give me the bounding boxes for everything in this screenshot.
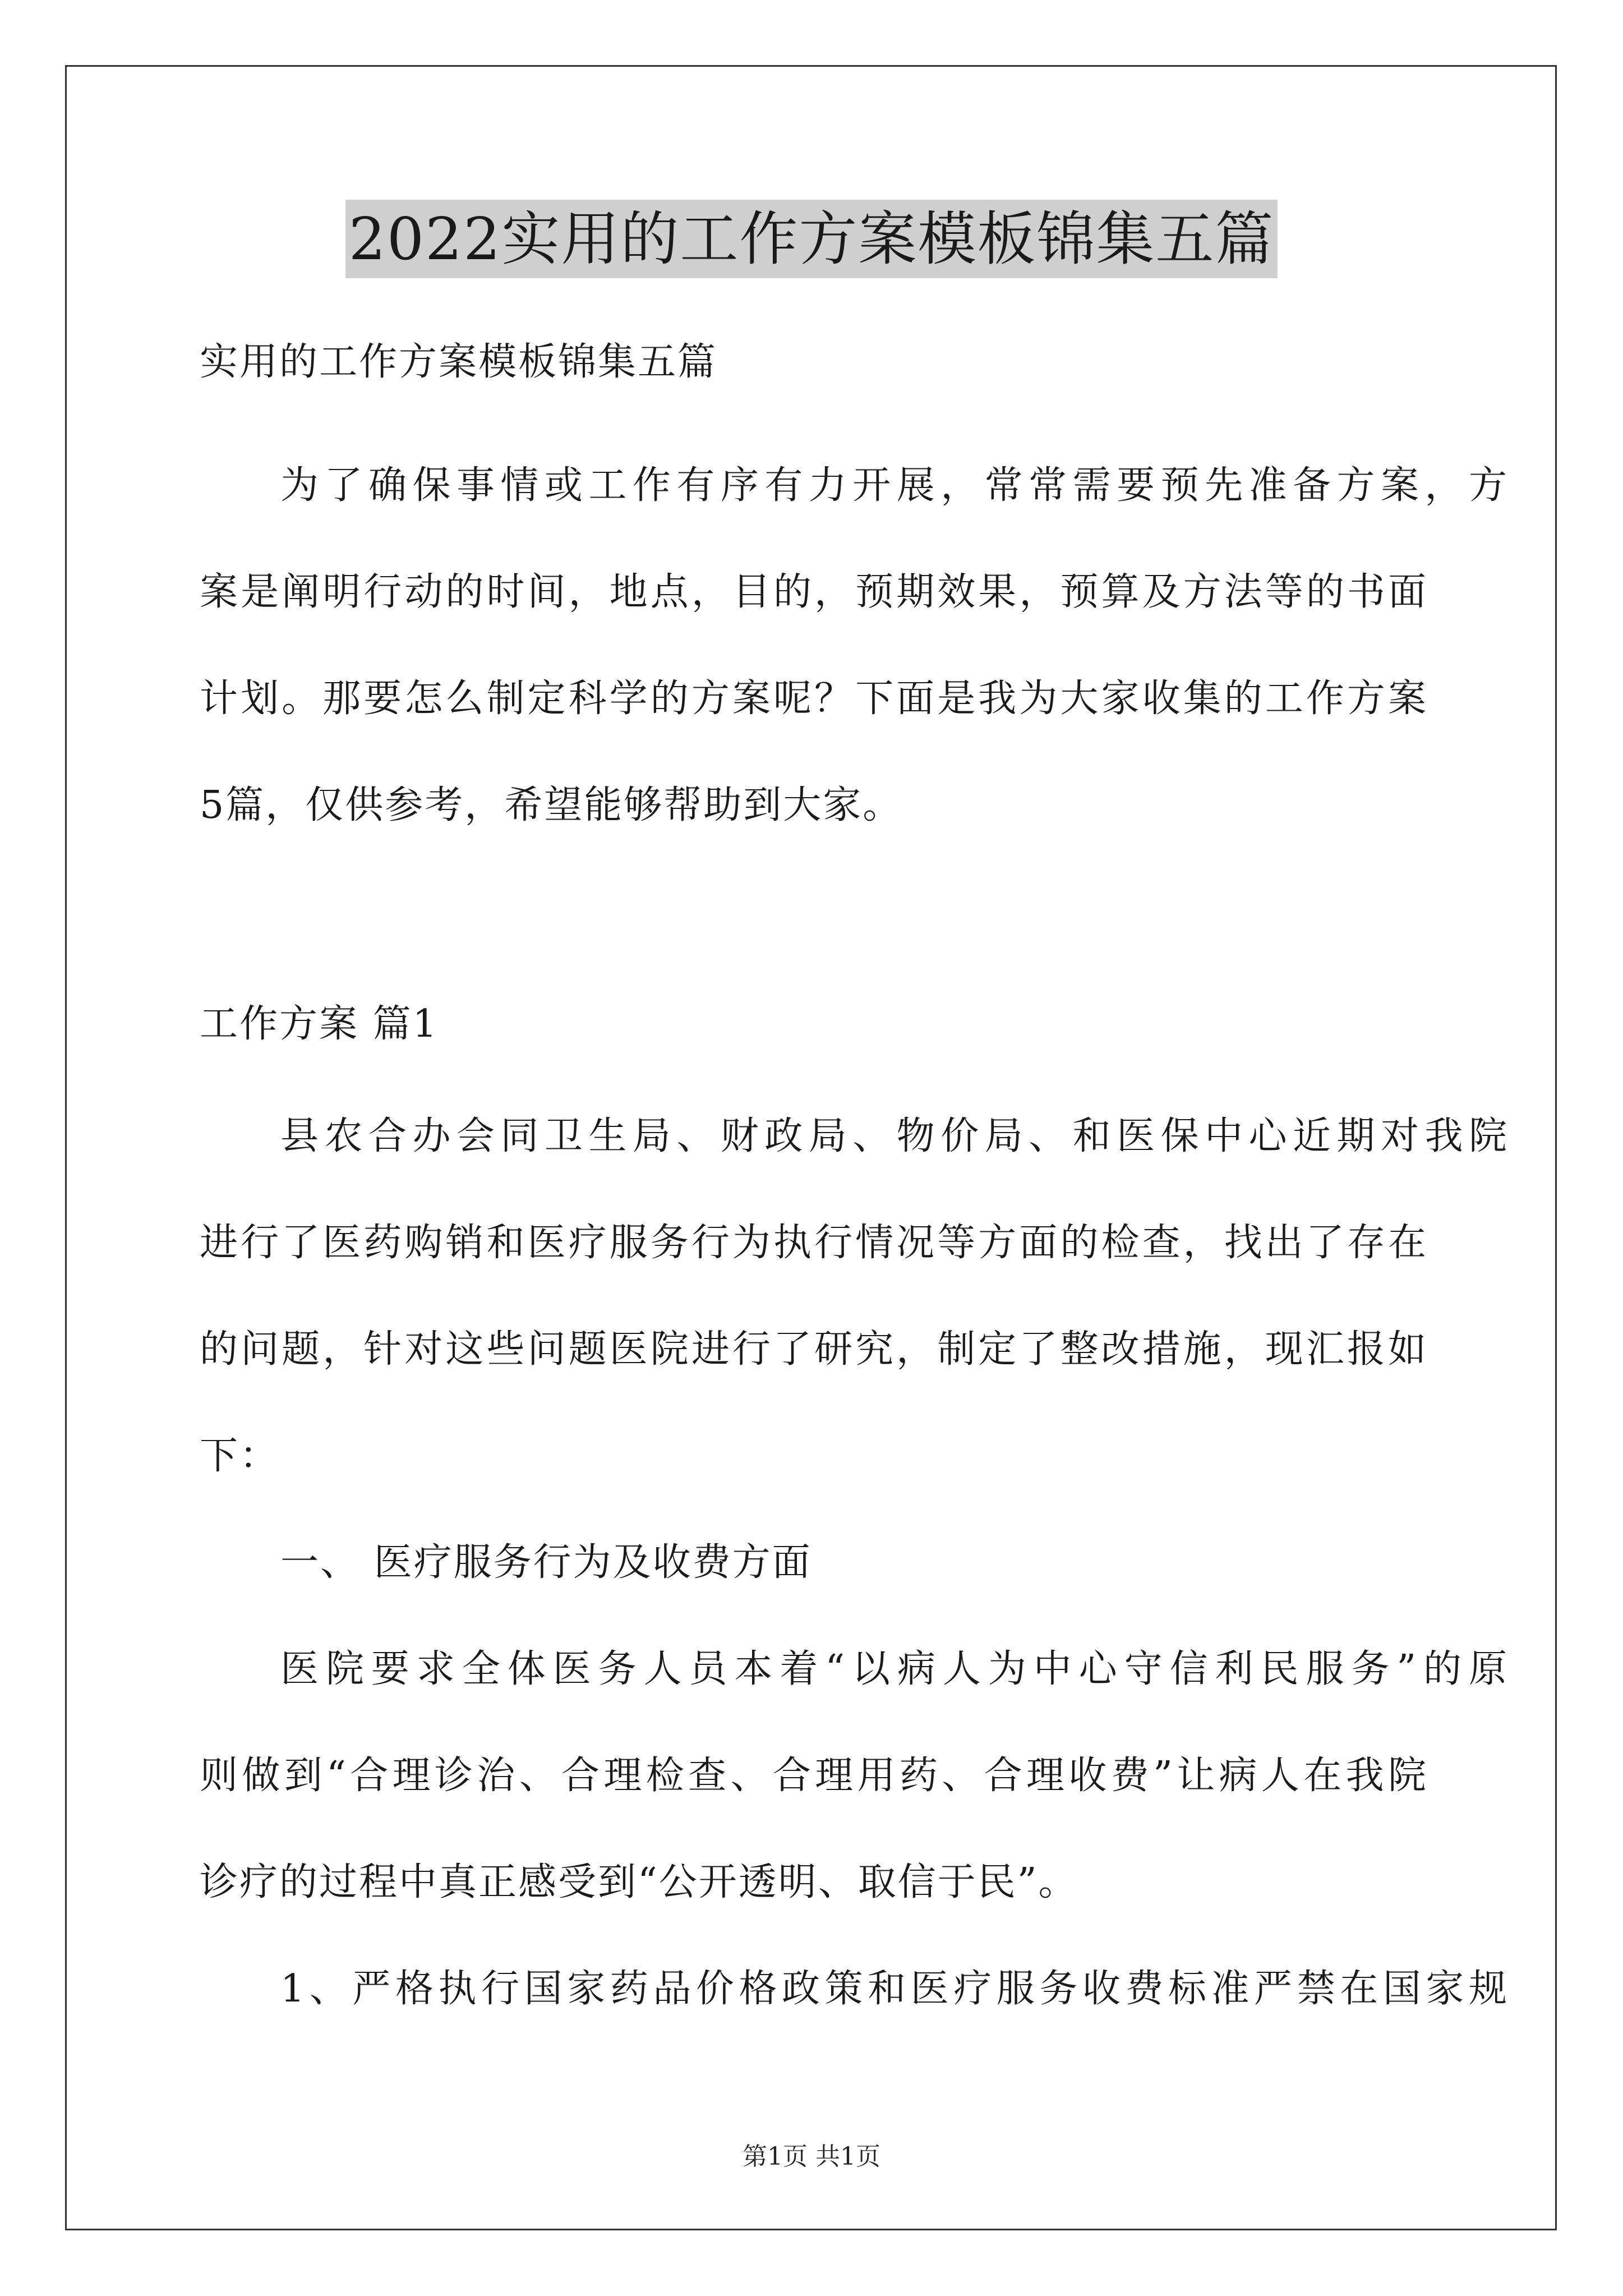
subsection-heading: 一、 医疗服务行为及收费方面: [280, 1540, 812, 1585]
paragraph-line: 下：: [200, 1434, 280, 1478]
paragraph-line: 5篇，仅供参考，希望能够帮助到大家。: [200, 783, 903, 827]
subtitle-line: 实用的工作方案模板锦集五篇: [200, 340, 718, 384]
paragraph-line: 计划。那要怎么制定科学的方案呢？下面是我为大家收集的工作方案: [200, 677, 1428, 721]
paragraph-line: 案是阐明行动的时间，地点，目的，预期效果，预算及方法等的书面: [200, 570, 1428, 614]
document-title: 2022实用的工作方案模板锦集五篇: [345, 200, 1278, 278]
paragraph-line: 1、严格执行国家药品价格政策和医疗服务收费标准严禁在国家规: [280, 1967, 1509, 2011]
title-block: [0, 200, 1623, 278]
page-footer: 第1页 共1页: [743, 2142, 880, 2171]
paragraph-line: 诊疗的过程中真正感受到“公开透明、取信于民”。: [200, 1860, 1078, 1904]
paragraph-line: 县农合办会同卫生局、财政局、物价局、和医保中心近期对我院: [280, 1114, 1509, 1158]
paragraph-line: 为了确保事情或工作有序有力开展，常常需要预先准备方案，方: [280, 463, 1509, 508]
paragraph-line: 医院要求全体医务人员本着“以病人为中心守信利民服务”的原: [280, 1647, 1509, 1691]
section-heading: 工作方案 篇1: [200, 1002, 439, 1046]
paragraph-line: 的问题，针对这些问题医院进行了研究，制定了整改措施，现汇报如: [200, 1327, 1428, 1372]
paragraph-line: 进行了医药购销和医疗服务行为执行情况等方面的检查，找出了存在: [200, 1221, 1428, 1265]
paragraph-line: 则做到“合理诊治、合理检查、合理用药、合理收费”让病人在我院: [200, 1754, 1428, 1798]
